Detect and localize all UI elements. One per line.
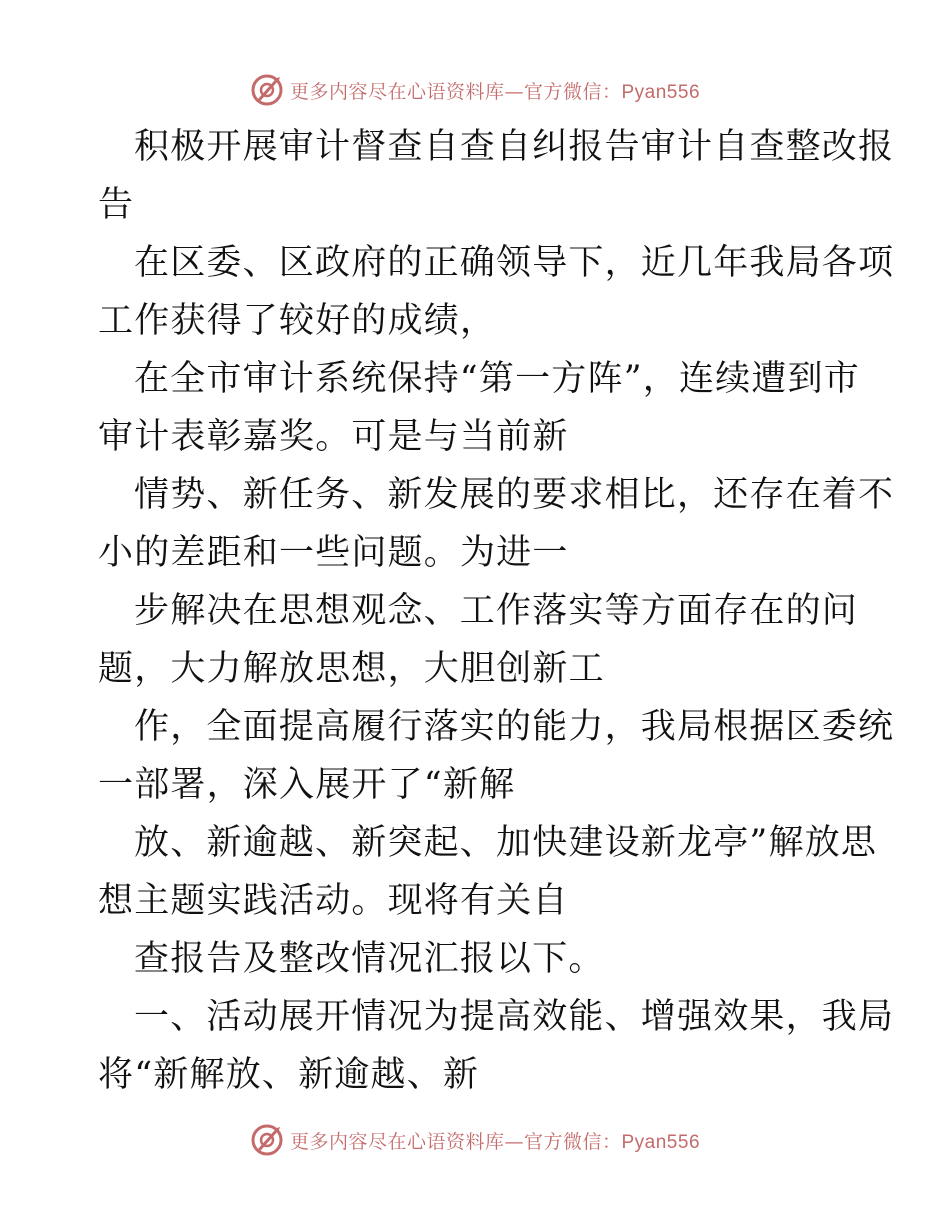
text-line: 一部署，深入展开了“新解 <box>98 765 516 805</box>
text-line: 步解决在思想观念、工作落实等方面存在的问 <box>134 591 859 631</box>
text-line: 题，大力解放思想，大胆创新工 <box>98 649 605 689</box>
banner-main: 更多内容尽在心语资料库 <box>289 80 505 103</box>
text-line: 告 <box>98 185 135 225</box>
banner-wechat-id: Pyan556 <box>621 1131 701 1153</box>
banner-suffix: 官方微信： <box>523 1130 622 1153</box>
text-line: 放、新逾越、新突起、加快建设新龙亭”解放思 <box>134 823 878 863</box>
text-line: 小的差距和一些问题。为进一 <box>98 533 569 573</box>
banner-main: 更多内容尽在心语资料库 <box>289 1130 505 1153</box>
text-line: 在区委、区政府的正确领导下，近几年我局各项 <box>134 243 895 283</box>
text-line: 审计表彰嘉奖。可是与当前新 <box>98 417 569 457</box>
text-line: 积极开展审计督查自查自纠报告审计自查整改报 <box>134 127 895 167</box>
banner-separator: — <box>504 1130 524 1153</box>
logo-icon <box>250 1123 284 1157</box>
text-line: 作，全面提高履行落实的能力，我局根据区委统 <box>134 707 895 747</box>
text-line: 一、活动展开情况为提高效能、增强效果，我局 <box>134 997 895 1037</box>
document-body <box>98 118 895 1104</box>
banner-text <box>290 77 700 104</box>
banner-text <box>290 1127 700 1154</box>
banner-separator: — <box>504 80 524 103</box>
banner-wechat-id: Pyan556 <box>621 81 701 103</box>
header-banner <box>0 70 950 110</box>
footer-banner <box>0 1120 950 1160</box>
logo-icon <box>250 73 284 107</box>
banner-suffix: 官方微信： <box>523 80 622 103</box>
text-line: 想主题实践活动。现将有关自 <box>98 881 569 921</box>
text-line: 工作获得了较好的成绩， <box>98 301 497 341</box>
text-line: 在全市审计系统保持“第一方阵”，连续遭到市 <box>134 359 860 399</box>
text-line: 查报告及整改情况汇报以下。 <box>134 939 605 979</box>
text-line: 将“新解放、新逾越、新 <box>98 1055 480 1095</box>
text-line: 情势、新任务、新发展的要求相比，还存在着不 <box>134 475 895 515</box>
